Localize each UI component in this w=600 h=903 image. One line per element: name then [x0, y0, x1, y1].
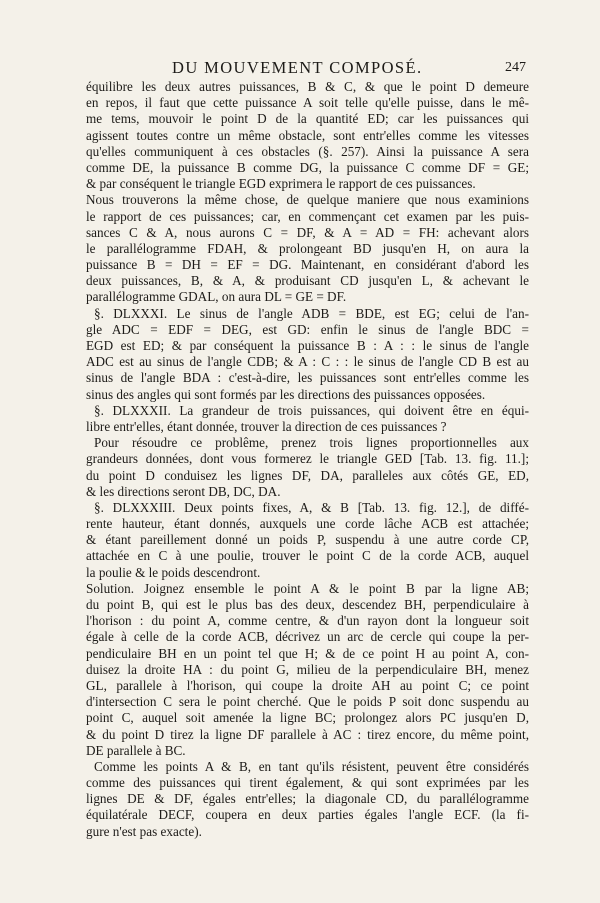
text-line: §. DLXXXII. La grandeur de trois puissances, qui doivent être en équi- [94, 402, 529, 418]
text-line: §. DLXXXI. Le sinus de l'angle ADB = BDE, est EG; celui de l'an- [94, 305, 529, 321]
text-line: libre entr'elles, étant donnée, trouver la direction de ces puissances ? [86, 418, 447, 434]
text-line: équilatérale DECF, coupera en deux parties égales l'angle ECF. (la fi- [86, 807, 529, 823]
text-line: pendiculaire BH en un point tel que H; & de ce point H au point A, con- [86, 645, 529, 661]
text-line: point C, auquel soit amenée la ligne BC; prolongez alors PC jusqu'en D, [86, 710, 529, 726]
text-line: d'intersection C sera le point cherché. Que le poids P soit donc suspendu au [86, 694, 529, 710]
text-line: l'horison : du point A, comme centre, & d'un rayon dont la longueur soit [86, 613, 529, 629]
text-line: équilibre les deux autres puissances, B & C, & que le point D demeure [86, 79, 529, 94]
body-text [86, 79, 529, 840]
text-line: sinus des angles qui sont formés par les directions des puissances opposées. [86, 386, 486, 402]
text-line: qu'elles communiquent à ces obstacles (§. 257). Ainsi la puissance A sera [86, 143, 529, 159]
text-line: duisez la droite HA : du point G, milieu de la perpendiculaire BH, menez [86, 661, 529, 677]
text-line: ADC est au sinus de l'angle CDB; & A : C : : le sinus de l'angle CD B est au [86, 354, 529, 370]
text-line: du point B, qui est le plus bas des deux, descendez BH, perpendiculaire à [86, 597, 529, 612]
text-line: égale à celle de la corde ACB, décrivez un arc de cercle qui coupe la per- [86, 629, 529, 645]
text-line: grandeurs données, dont vous formerez le triangle GED [Tab. 13. fig. 11.]; [86, 451, 529, 467]
text-line: me tems, mouvoir le point D de la quantité ED; car les puissances qui [86, 111, 529, 127]
text-line: & étant pareillement donné un poids P, suspendu à une autre corde CP, [86, 532, 529, 548]
text-line: gle ADC = EDF = DEG, est GD: enfin le sinus de l'angle BDC = [86, 321, 529, 337]
text-line: parallélogramme GDAL, on aura DL = GE = DF. [86, 289, 347, 305]
text-line: comme DE, la puissance B comme DG, la puissance C comme DF = GE; [86, 159, 529, 175]
text-line: & par conséquent le triangle EGD exprimera le rapport de ces puissances. [86, 176, 476, 192]
text-line: lignes DE & DF, égales entr'elles; la diagonale CD, du parallélogramme [86, 791, 529, 807]
text-line: Pour résoudre ce problême, prenez trois lignes proportionnelles aux [94, 435, 529, 451]
text-line: sances C & A, nous aurons C = DF, & A = AD = FH: achevant alors [86, 224, 529, 240]
text-line: GL, parallele à l'horison, qui coupe la droite AH au point C; ce point [86, 677, 529, 693]
running-title: DU MOUVEMENT COMPOSÉ. [172, 58, 423, 77]
text-line: le rapport de ces puissances; car, en commençant cet examen par les puis- [86, 208, 529, 224]
text-line: rente hauteur, étant donnés, auxquels une corde lâche ACB est attachée; [86, 516, 529, 532]
text-line: en repos, il faut que cette puissance A soit telle qu'elle puisse, dans le mê- [86, 95, 529, 111]
text-line: EGD est ED; & par conséquent la puissance B : A : : le sinus de l'angle [86, 338, 529, 353]
text-line: comme des puissances qui tirent également, & qui sont exprimées par les [86, 775, 529, 791]
text-line: §. DLXXXIII. Deux points fixes, A, & B [Tab. 13. fig. 12.], de diffé- [94, 499, 529, 515]
text-line: la poulie & le poids descendront. [86, 564, 261, 580]
text-line: puissance B = DH = EF = DG. Maintenant, en considérant d'abord les [86, 257, 529, 273]
text-line: deux puissances, B, & A, & produisant CD jusqu'en L, & achevant le [86, 273, 529, 289]
page-number: 247 [505, 60, 526, 75]
text-line: le parallélogramme FDAH, & prolongeant BD jusqu'en H, on aura la [86, 240, 529, 256]
running-head [0, 58, 600, 80]
text-line: Nous trouverons la même chose, de quelque maniere que nous examinions [86, 192, 529, 208]
text-line: Comme les points A & B, en tant qu'ils résistent, peuvent être considérés [94, 758, 529, 774]
text-line: DE parallele à BC. [86, 742, 186, 758]
text-line: Solution. Joignez ensemble le point A & le point B par la ligne AB; [86, 580, 529, 596]
text-line: & les directions seront DB, DC, DA. [86, 483, 281, 499]
text-line: & du point D tirez la ligne DF parallele à AC : tirez encore, du même point, [86, 726, 529, 742]
text-line: sinus de l'angle BDA : c'est-à-dire, les puissances sont entr'elles comme les [86, 370, 529, 386]
text-line: attachée en C à une poulie, trouver le point C de la corde ACB, auquel [86, 548, 529, 564]
text-line: agissent toutes contre un même obstacle, sont entr'elles comme les vitesses [86, 127, 529, 143]
text-line: gure n'est pas exacte). [86, 823, 202, 839]
text-line: du point D conduisez les lignes DF, DA, paralleles aux côtés GE, ED, [86, 467, 529, 483]
